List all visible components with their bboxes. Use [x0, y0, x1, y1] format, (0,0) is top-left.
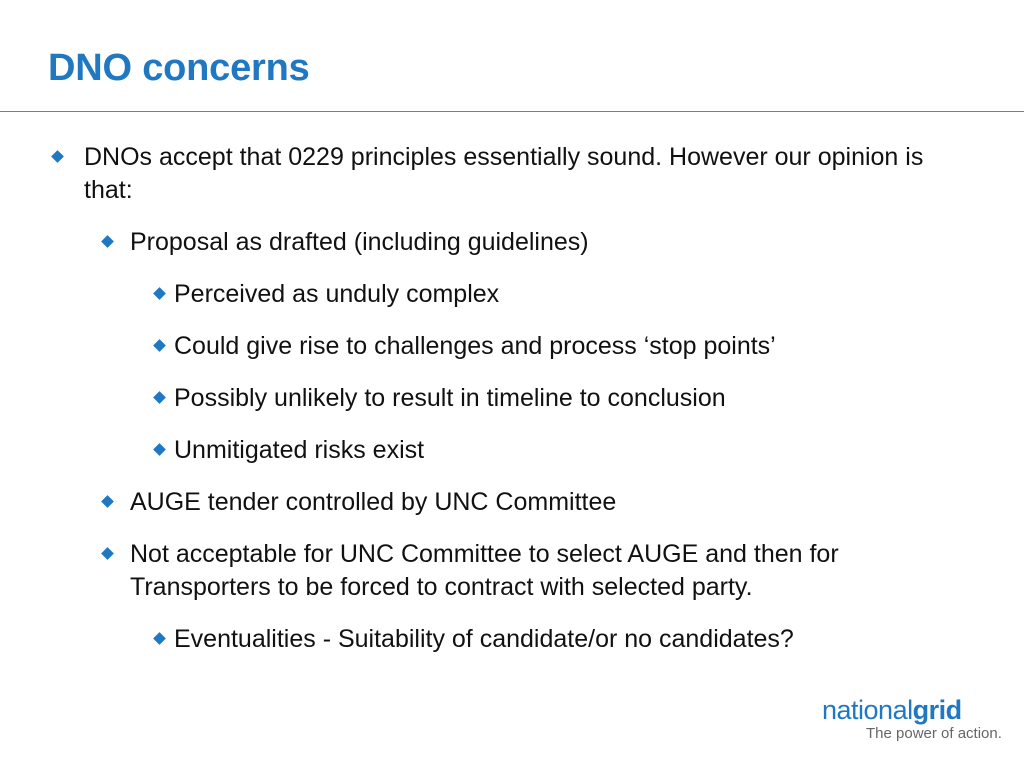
diamond-bullet-icon	[101, 495, 114, 508]
bullet-text: DNOs accept that 0229 principles essentially sound. However our opinion is that:	[84, 143, 924, 204]
diamond-bullet-icon	[51, 150, 64, 163]
bullet-list	[0, 141, 1024, 675]
bullet-item	[0, 434, 954, 467]
diamond-bullet-icon	[153, 391, 166, 404]
bullet-item	[0, 486, 950, 519]
diamond-bullet-icon	[153, 287, 166, 300]
bullet-item	[0, 382, 954, 415]
bullet-text: AUGE tender controlled by UNC Committee	[130, 488, 617, 516]
bullet-item	[0, 278, 954, 311]
bullet-text: Proposal as drafted (including guidelines)	[130, 228, 589, 256]
logo-tagline: The power of action.	[866, 725, 1002, 742]
bullet-item	[0, 330, 954, 363]
bullet-item	[0, 538, 950, 604]
logo-word-national: national	[822, 695, 913, 725]
title-divider	[0, 111, 1024, 112]
bullet-item	[0, 141, 944, 207]
bullet-text: Could give rise to challenges and process ‘stop points’	[174, 332, 776, 360]
bullet-item	[0, 623, 954, 656]
bullet-text: Unmitigated risks exist	[174, 436, 425, 464]
slide-title: DNO concerns	[48, 47, 310, 89]
diamond-bullet-icon	[153, 632, 166, 645]
diamond-bullet-icon	[153, 443, 166, 456]
diamond-bullet-icon	[101, 235, 114, 248]
diamond-bullet-icon	[101, 547, 114, 560]
national-grid-logo	[822, 695, 1002, 742]
logo-wordmark	[822, 695, 1002, 725]
bullet-text: Possibly unlikely to result in timeline to conclusion	[174, 384, 726, 412]
bullet-text: Eventualities - Suitability of candidate/or no candidates?	[174, 625, 794, 653]
diamond-bullet-icon	[153, 339, 166, 352]
logo-word-grid: grid	[912, 695, 962, 725]
bullet-text: Not acceptable for UNC Committee to select AUGE and then for Transporters to be forced to contract with selected party.	[130, 540, 839, 601]
bullet-item	[0, 226, 950, 259]
bullet-text: Perceived as unduly complex	[174, 280, 500, 308]
